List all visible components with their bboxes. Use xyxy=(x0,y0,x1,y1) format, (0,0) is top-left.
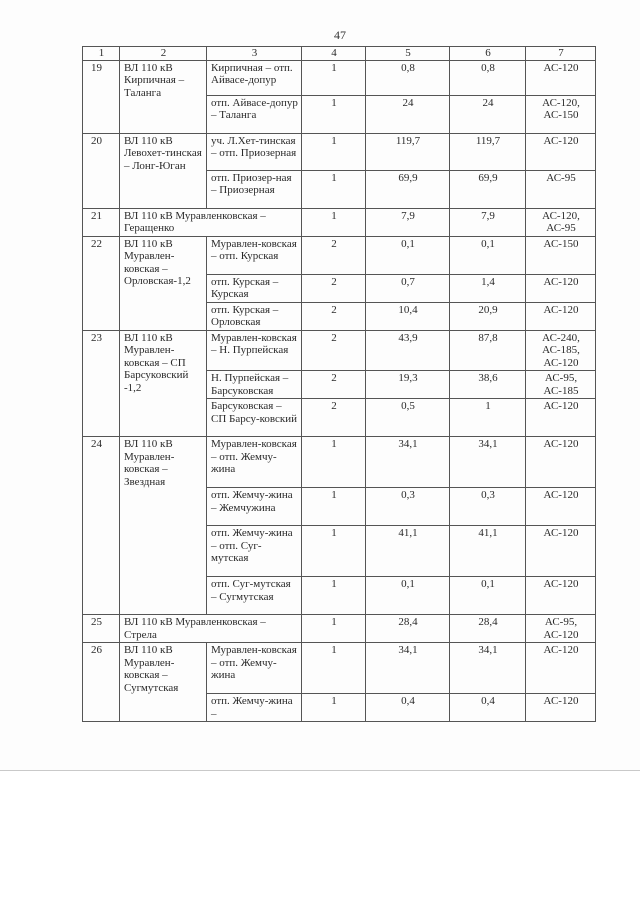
circuit-count: 1 xyxy=(302,526,366,577)
route-length: 119,7 xyxy=(366,133,450,170)
wire-type: АС-95 xyxy=(526,170,596,208)
line-name: ВЛ 110 кВ Кирпичная – Таланга xyxy=(120,60,207,133)
column-header: 2 xyxy=(120,47,207,61)
row-number: 22 xyxy=(83,236,120,330)
column-header: 6 xyxy=(450,47,526,61)
circuit-count: 1 xyxy=(302,170,366,208)
row-number: 20 xyxy=(83,133,120,208)
route-length: 0,1 xyxy=(366,577,450,615)
route-length: 43,9 xyxy=(366,330,450,371)
line-segment: отп. Жемчу-жина – Жемчужина xyxy=(207,488,302,526)
table-row xyxy=(83,236,596,274)
line-segment: Кирпичная – отп. Айвасе-допур xyxy=(207,60,302,95)
table-row xyxy=(83,60,596,95)
circuit-count: 2 xyxy=(302,302,366,330)
route-length: 24 xyxy=(366,95,450,133)
route-length: 0,5 xyxy=(366,399,450,437)
circuit-count: 2 xyxy=(302,330,366,371)
wire-type: АС-120 xyxy=(526,437,596,488)
line-name: ВЛ 110 кВ Муравлен-ковская – Сугмутская xyxy=(120,643,207,722)
wire-type: АС-120, АС-150 xyxy=(526,95,596,133)
circuit-length: 1 xyxy=(450,399,526,437)
row-number: 26 xyxy=(83,643,120,722)
wire-type: АС-120 xyxy=(526,274,596,302)
route-length: 0,1 xyxy=(366,236,450,274)
wire-type: АС-120 xyxy=(526,133,596,170)
column-header: 1 xyxy=(83,47,120,61)
line-name: ВЛ 110 кВ Муравленковская – Стрела xyxy=(120,615,302,643)
circuit-length: 0,1 xyxy=(450,577,526,615)
circuit-count: 1 xyxy=(302,60,366,95)
line-segment: Н. Пурпейская – Барсуковская xyxy=(207,371,302,399)
table-row xyxy=(83,133,596,170)
circuit-length: 0,8 xyxy=(450,60,526,95)
circuit-length: 24 xyxy=(450,95,526,133)
wire-type: АС-150 xyxy=(526,236,596,274)
circuit-count: 2 xyxy=(302,371,366,399)
table-row xyxy=(83,643,596,694)
route-length: 0,7 xyxy=(366,274,450,302)
circuit-count: 2 xyxy=(302,236,366,274)
wire-type: АС-120 xyxy=(526,577,596,615)
wire-type: АС-120 xyxy=(526,302,596,330)
circuit-length: 28,4 xyxy=(450,615,526,643)
line-segment: уч. Л.Хет-тинская – отп. Приозерная xyxy=(207,133,302,170)
circuit-count: 2 xyxy=(302,399,366,437)
line-segment: отп. Жемчу-жина – xyxy=(207,694,302,722)
column-header: 5 xyxy=(366,47,450,61)
line-segment: Муравлен-ковская – отп. Курская xyxy=(207,236,302,274)
route-length: 10,4 xyxy=(366,302,450,330)
table-header-row xyxy=(83,47,596,61)
row-number: 24 xyxy=(83,437,120,615)
line-segment: отп. Курская – Курская xyxy=(207,274,302,302)
page-number: 47 xyxy=(334,28,346,42)
power-lines-table xyxy=(82,46,596,722)
line-segment: отп. Жемчу-жина – отп. Суг-мутская xyxy=(207,526,302,577)
circuit-length: 0,3 xyxy=(450,488,526,526)
line-name: ВЛ 110 кВ Муравленковская – Геращенко xyxy=(120,208,302,236)
circuit-count: 1 xyxy=(302,437,366,488)
circuit-length: 87,8 xyxy=(450,330,526,371)
wire-type: АС-120 xyxy=(526,643,596,694)
row-number: 25 xyxy=(83,615,120,643)
table-row xyxy=(83,615,596,643)
circuit-length: 38,6 xyxy=(450,371,526,399)
line-segment: Муравлен-ковская – отп. Жемчу-жина xyxy=(207,643,302,694)
line-name: ВЛ 110 кВ Муравлен-ковская – Звездная xyxy=(120,437,207,615)
line-segment: отп. Курская – Орловская xyxy=(207,302,302,330)
route-length: 0,3 xyxy=(366,488,450,526)
column-header: 7 xyxy=(526,47,596,61)
circuit-count: 1 xyxy=(302,95,366,133)
line-name: ВЛ 110 кВ Муравлен-ковская – Орловская-1,2 xyxy=(120,236,207,330)
circuit-length: 69,9 xyxy=(450,170,526,208)
circuit-length: 119,7 xyxy=(450,133,526,170)
line-segment: отп. Суг-мутская – Сугмутская xyxy=(207,577,302,615)
circuit-count: 1 xyxy=(302,615,366,643)
line-segment: Барсуковская – СП Барсу-ковский xyxy=(207,399,302,437)
route-length: 34,1 xyxy=(366,437,450,488)
route-length: 34,1 xyxy=(366,643,450,694)
route-length: 69,9 xyxy=(366,170,450,208)
circuit-length: 1,4 xyxy=(450,274,526,302)
wire-type: АС-120, АС-95 xyxy=(526,208,596,236)
wire-type: АС-240, АС-185, АС-120 xyxy=(526,330,596,371)
circuit-length: 7,9 xyxy=(450,208,526,236)
circuit-count: 1 xyxy=(302,577,366,615)
wire-type: АС-120 xyxy=(526,60,596,95)
route-length: 0,4 xyxy=(366,694,450,722)
wire-type: АС-120 xyxy=(526,488,596,526)
wire-type: АС-120 xyxy=(526,526,596,577)
wire-type: АС-95, АС-120 xyxy=(526,615,596,643)
table-row xyxy=(83,330,596,371)
circuit-length: 0,4 xyxy=(450,694,526,722)
row-number: 21 xyxy=(83,208,120,236)
route-length: 0,8 xyxy=(366,60,450,95)
circuit-count: 1 xyxy=(302,208,366,236)
table-row xyxy=(83,208,596,236)
wire-type: АС-120 xyxy=(526,694,596,722)
line-segment: отп. Приозер-ная – Приозерная xyxy=(207,170,302,208)
line-segment: Муравлен-ковская – Н. Пурпейская xyxy=(207,330,302,371)
circuit-count: 1 xyxy=(302,133,366,170)
route-length: 41,1 xyxy=(366,526,450,577)
route-length: 7,9 xyxy=(366,208,450,236)
circuit-count: 2 xyxy=(302,274,366,302)
line-segment: отп. Айвасе-допур – Таланга xyxy=(207,95,302,133)
circuit-count: 1 xyxy=(302,694,366,722)
row-number: 19 xyxy=(83,60,120,133)
line-name: ВЛ 110 кВ Муравлен-ковская – СП Барсуковский -1,2 xyxy=(120,330,207,437)
circuit-count: 1 xyxy=(302,643,366,694)
circuit-count: 1 xyxy=(302,488,366,526)
circuit-length: 34,1 xyxy=(450,643,526,694)
wire-type: АС-120 xyxy=(526,399,596,437)
line-name: ВЛ 110 кВ Левохет-тинская – Лонг-Юган xyxy=(120,133,207,208)
circuit-length: 41,1 xyxy=(450,526,526,577)
table-row xyxy=(83,437,596,488)
circuit-length: 34,1 xyxy=(450,437,526,488)
route-length: 19,3 xyxy=(366,371,450,399)
circuit-length: 20,9 xyxy=(450,302,526,330)
column-header: 4 xyxy=(302,47,366,61)
route-length: 28,4 xyxy=(366,615,450,643)
row-number: 23 xyxy=(83,330,120,437)
column-header: 3 xyxy=(207,47,302,61)
wire-type: АС-95, АС-185 xyxy=(526,371,596,399)
circuit-length: 0,1 xyxy=(450,236,526,274)
line-segment: Муравлен-ковская – отп. Жемчу-жина xyxy=(207,437,302,488)
